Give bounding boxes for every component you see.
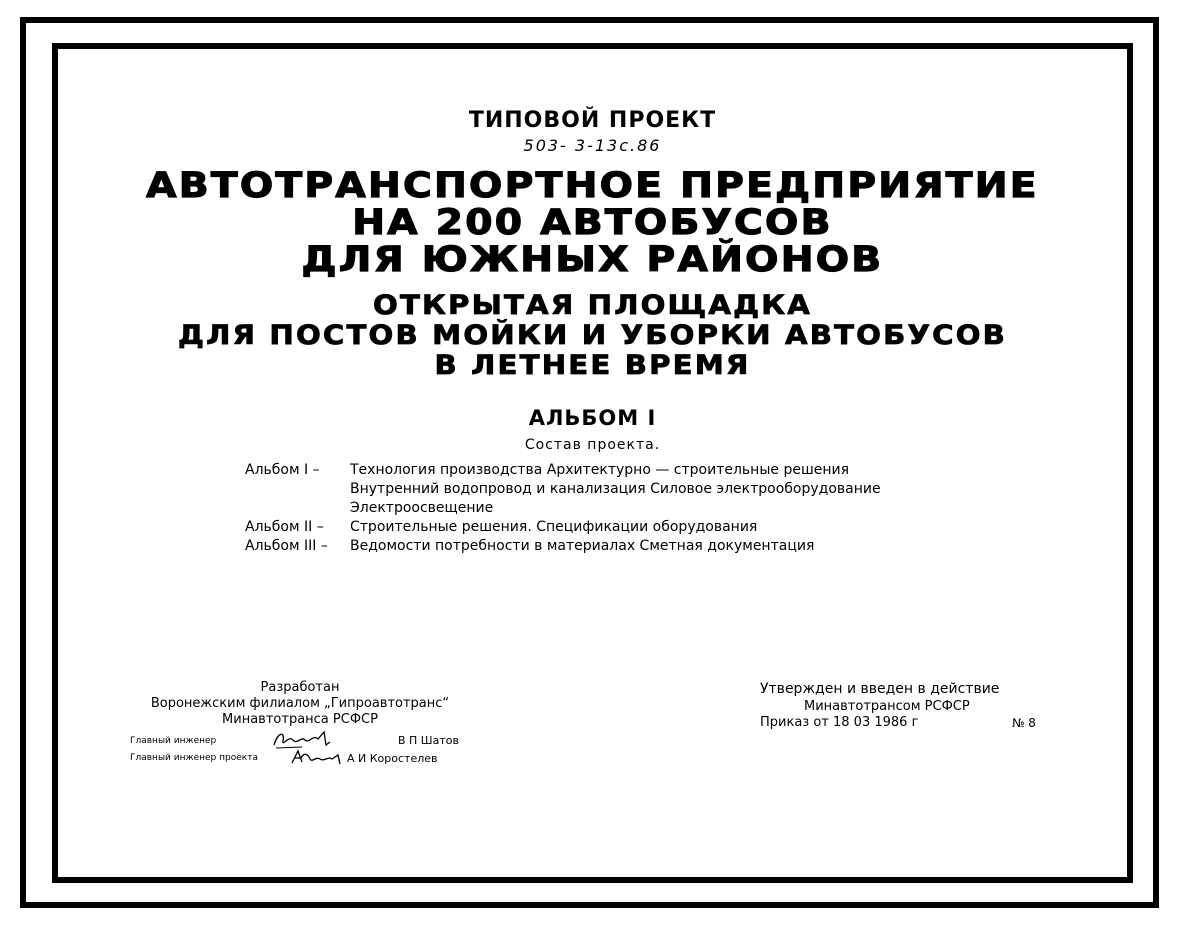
title-line-3: ДЛЯ ЮЖНЫХ РАЙОНОВ: [301, 240, 884, 280]
album-item-label: Альбом II –: [245, 519, 324, 535]
album-item-label: [245, 480, 350, 499]
album-item-text: Технология производства Архитектурно — строительные решения: [350, 462, 850, 478]
album-item-text: Электроосвещение: [350, 500, 494, 516]
album-item-text: Строительные решения. Спецификации оборудования: [350, 519, 758, 535]
composition-heading: Состав проекта.: [524, 437, 661, 453]
developer-block: [130, 680, 470, 728]
approval-block: [760, 681, 999, 715]
developer-line-1: Разработан: [260, 680, 340, 695]
order-date: Приказ от 18 03 1986 г: [760, 715, 919, 730]
subtitle-line-3: В ЛЕТНЕЕ ВРЕМЯ: [434, 350, 751, 381]
album-item-label: Альбом III –: [245, 538, 328, 554]
composition-row: [245, 461, 881, 480]
order-number: № 8: [1012, 716, 1036, 730]
signatory-name-chief-engineer: В П Шатов: [398, 734, 459, 747]
album-item-text: Ведомости потребности в материалах Сметная документация: [350, 538, 815, 554]
signature-scribble-2: [290, 747, 346, 767]
album-label: АЛЬБОМ I: [528, 406, 657, 430]
composition-row: [245, 537, 881, 556]
subtitle-line-1: ОТКРЫТАЯ ПЛОЩАДКА: [373, 290, 812, 321]
signatory-role-chief-engineer: Главный инженер: [130, 736, 217, 746]
developer-line-3: Минавтотранса РСФСР: [222, 712, 378, 727]
signatory-role-chief-project-engineer: Главный инженер проекта: [130, 753, 258, 763]
composition-row: [245, 518, 881, 537]
composition-row: [245, 480, 881, 499]
composition-list: [245, 461, 881, 556]
composition-row: [245, 499, 881, 518]
title-line-1: АВТОТРАНСПОРТНОЕ ПРЕДПРИЯТИЕ: [146, 166, 1039, 206]
approval-line-2: Минавтотрансом РСФСР: [804, 699, 970, 714]
title-line-2: НА 200 АВТОБУСОВ: [352, 203, 833, 243]
project-code: 503- 3-13с.86: [523, 136, 662, 155]
project-series: ТИПОВОЙ ПРОЕКТ: [468, 108, 717, 133]
album-item-label: [245, 499, 350, 518]
album-item-text: Внутренний водопровод и канализация Силовое электрооборудование: [350, 481, 881, 497]
developer-line-2: Воронежским филиалом „Гипроавтотранс“: [150, 696, 450, 711]
album-item-label: Альбом I –: [245, 462, 320, 478]
signatory-name-chief-project-engineer: А И Коростелев: [347, 752, 438, 765]
subtitle-line-2: ДЛЯ ПОСТОВ МОЙКИ И УБОРКИ АВТОБУСОВ: [177, 320, 1008, 351]
approval-line-1: Утвержден и введен в действие: [760, 681, 1000, 697]
